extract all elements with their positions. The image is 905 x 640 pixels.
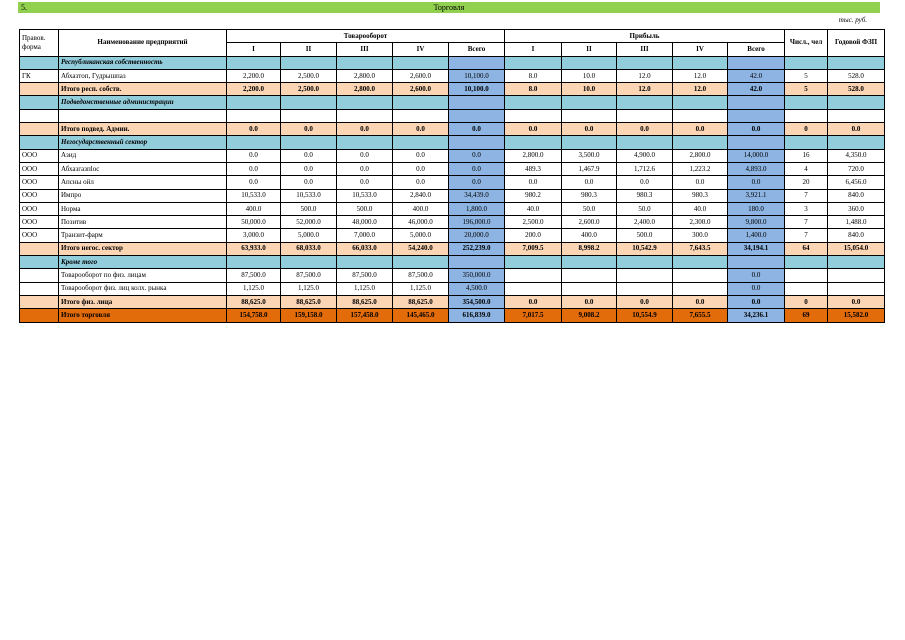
section-label: Подведомственные администрации <box>59 96 227 109</box>
cell-turnover-total: 0.0 <box>449 149 505 162</box>
cell-name: Итого торговля <box>59 309 227 322</box>
cell-profit: 1,712.6 <box>617 162 673 175</box>
cell-name: Итого физ. лица <box>59 295 227 308</box>
cell-turnover: 87,500.0 <box>281 269 337 282</box>
section-row <box>20 256 885 269</box>
cell-turnover-total: 34,439.0 <box>449 189 505 202</box>
col-turnover: Товарооборот <box>227 30 505 43</box>
cell-profit-total: 3,921.1 <box>728 189 785 202</box>
cell-turnover: 0.0 <box>281 162 337 175</box>
cell-turnover: 87,500.0 <box>393 269 449 282</box>
cell-turnover: 159,158.0 <box>281 309 337 322</box>
cell-form <box>20 309 59 322</box>
cell-profit <box>505 282 562 295</box>
cell-payroll <box>828 282 885 295</box>
cell-turnover: 88,625.0 <box>337 295 393 308</box>
cell-payroll: 0.0 <box>828 295 885 308</box>
cell-form: ООО <box>20 149 59 162</box>
cell-profit-total: 9,800.0 <box>728 216 785 229</box>
cell-form: ООО <box>20 216 59 229</box>
cell-profit <box>673 269 728 282</box>
cell-profit: 0.0 <box>562 295 617 308</box>
col-name: Наименование предприятий <box>59 30 227 57</box>
cell-turnover: 400.0 <box>227 202 281 215</box>
cell-form <box>20 83 59 96</box>
cell-form: ООО <box>20 189 59 202</box>
cell-turnover-total: 616,839.0 <box>449 309 505 322</box>
cell-payroll: 720.0 <box>828 162 885 175</box>
cell-profit <box>505 269 562 282</box>
cell-turnover: 2,800.0 <box>337 69 393 82</box>
cell-profit: 0.0 <box>673 176 728 189</box>
cell-profit: 8,998.2 <box>562 242 617 255</box>
cell-profit <box>562 282 617 295</box>
col-profit: Прибыль <box>505 30 785 43</box>
table-row <box>20 69 885 82</box>
q-header: II <box>281 43 337 56</box>
cell-employees: 3 <box>785 202 828 215</box>
section-label: Негосударственный сектор <box>59 136 227 149</box>
cell-turnover: 50,000.0 <box>227 216 281 229</box>
cell-turnover: 10,533.0 <box>337 189 393 202</box>
cell-profit-total: 0.0 <box>728 269 785 282</box>
cell-turnover: 87,500.0 <box>337 269 393 282</box>
table-row <box>20 176 885 189</box>
cell-profit: 4,900.0 <box>617 149 673 162</box>
trade-table <box>19 29 885 323</box>
cell-profit-total: 0.0 <box>728 295 785 308</box>
cell-turnover: 1,125.0 <box>393 282 449 295</box>
cell-profit: 7,655.5 <box>673 309 728 322</box>
section-row <box>20 56 885 69</box>
cell-turnover-total: 10,100.0 <box>449 83 505 96</box>
cell-employees: 16 <box>785 149 828 162</box>
cell-profit-total: 1,400.0 <box>728 229 785 242</box>
cell-profit: 50.0 <box>562 202 617 215</box>
cell-turnover: 48,000.0 <box>337 216 393 229</box>
cell-payroll: 528.0 <box>828 83 885 96</box>
cell-name: Товарооборот физ. лиц колх. рынка <box>59 282 227 295</box>
cell-turnover: 88,625.0 <box>281 295 337 308</box>
cell-turnover: 7,000.0 <box>337 229 393 242</box>
table-row <box>20 229 885 242</box>
cell-profit: 0.0 <box>617 176 673 189</box>
col-form: Правов. форма <box>20 30 59 57</box>
cell-form <box>20 269 59 282</box>
table-row <box>20 282 885 295</box>
cell-profit: 1,467.9 <box>562 162 617 175</box>
cell-turnover: 0.0 <box>227 176 281 189</box>
cell-name: Транзит-фарм <box>59 229 227 242</box>
q-header: IV <box>673 43 728 56</box>
cell-turnover-total: 4,500.0 <box>449 282 505 295</box>
cell-profit: 2,500.0 <box>505 216 562 229</box>
q-header-total: Всего <box>449 43 505 56</box>
cell-profit-total: 180.0 <box>728 202 785 215</box>
cell-turnover: 0.0 <box>281 176 337 189</box>
cell-payroll: 840.0 <box>828 229 885 242</box>
cell-turnover: 46,000.0 <box>393 216 449 229</box>
cell-profit: 7,643.5 <box>673 242 728 255</box>
cell-profit: 2,300.0 <box>673 216 728 229</box>
section-title: Торговля <box>433 3 465 12</box>
table-row <box>20 149 885 162</box>
section-title-bar <box>18 2 880 13</box>
cell-turnover: 2,200.0 <box>227 69 281 82</box>
cell-name: Азид <box>59 149 227 162</box>
cell-turnover: 10,533.0 <box>281 189 337 202</box>
cell-turnover-total: 0.0 <box>449 162 505 175</box>
cell-employees <box>785 269 828 282</box>
cell-profit: 0.0 <box>505 176 562 189</box>
cell-turnover: 0.0 <box>227 162 281 175</box>
cell-payroll: 6,456.0 <box>828 176 885 189</box>
cell-profit: 10.0 <box>562 83 617 96</box>
cell-form <box>20 282 59 295</box>
cell-turnover: 1,125.0 <box>281 282 337 295</box>
cell-profit: 0.0 <box>673 295 728 308</box>
cell-profit <box>673 282 728 295</box>
cell-turnover: 3,000.0 <box>227 229 281 242</box>
cell-profit-total: 34,194.1 <box>728 242 785 255</box>
cell-name: Абхазтоп, Гудрышпаз <box>59 69 227 82</box>
table-row <box>20 269 885 282</box>
cell-employees <box>785 282 828 295</box>
cell-employees: 69 <box>785 309 828 322</box>
cell-employees: 5 <box>785 69 828 82</box>
col-employees: Числ., чел <box>785 30 828 57</box>
cell-profit: 7,017.5 <box>505 309 562 322</box>
cell-turnover: 10,533.0 <box>227 189 281 202</box>
section-label: Кроме того <box>59 256 227 269</box>
cell-profit: 0.0 <box>562 123 617 136</box>
section-number: 5. <box>21 3 27 12</box>
empty-row <box>20 109 885 122</box>
cell-employees: 7 <box>785 189 828 202</box>
cell-profit: 12.0 <box>673 69 728 82</box>
cell-profit-total: 34,236.1 <box>728 309 785 322</box>
cell-profit: 200.0 <box>505 229 562 242</box>
total-row <box>20 123 885 136</box>
cell-profit-total: 0.0 <box>728 176 785 189</box>
cell-turnover: 68,033.0 <box>281 242 337 255</box>
cell-employees: 0 <box>785 123 828 136</box>
cell-profit: 8.0 <box>505 83 562 96</box>
section-label: Республиканская собственность <box>59 56 227 69</box>
cell-profit: 50.0 <box>617 202 673 215</box>
cell-profit: 0.0 <box>673 123 728 136</box>
cell-name: Импро <box>59 189 227 202</box>
cell-profit: 2,800.0 <box>673 149 728 162</box>
cell-turnover: 2,840.0 <box>393 189 449 202</box>
cell-profit: 489.3 <box>505 162 562 175</box>
cell-payroll: 528.0 <box>828 69 885 82</box>
q-header-total: Всего <box>728 43 785 56</box>
cell-turnover-total: 10,100.0 <box>449 69 505 82</box>
cell-turnover: 0.0 <box>337 149 393 162</box>
cell-turnover: 0.0 <box>281 123 337 136</box>
cell-profit: 400.0 <box>562 229 617 242</box>
cell-employees: 4 <box>785 162 828 175</box>
cell-profit: 980.3 <box>673 189 728 202</box>
cell-payroll: 1,488.0 <box>828 216 885 229</box>
units-note: тыс. руб. <box>838 16 867 24</box>
cell-profit: 9,008.2 <box>562 309 617 322</box>
cell-turnover-total: 354,500.0 <box>449 295 505 308</box>
cell-profit: 40.0 <box>673 202 728 215</box>
cell-turnover: 87,500.0 <box>227 269 281 282</box>
cell-employees: 0 <box>785 295 828 308</box>
cell-profit: 10,542.9 <box>617 242 673 255</box>
table-row <box>20 162 885 175</box>
header-row-1 <box>20 30 885 43</box>
cell-turnover: 154,758.0 <box>227 309 281 322</box>
cell-profit: 7,009.5 <box>505 242 562 255</box>
cell-turnover: 0.0 <box>393 149 449 162</box>
cell-turnover-total: 196,000.0 <box>449 216 505 229</box>
cell-name: Итого респ. собств. <box>59 83 227 96</box>
cell-form: ГК <box>20 69 59 82</box>
cell-profit: 10.0 <box>562 69 617 82</box>
cell-payroll <box>828 269 885 282</box>
cell-profit: 12.0 <box>617 83 673 96</box>
cell-profit: 980.3 <box>617 189 673 202</box>
cell-turnover-total: 1,800.0 <box>449 202 505 215</box>
cell-profit: 0.0 <box>505 123 562 136</box>
cell-turnover: 0.0 <box>227 123 281 136</box>
cell-payroll: 4,350.0 <box>828 149 885 162</box>
section-row <box>20 96 885 109</box>
cell-profit: 2,400.0 <box>617 216 673 229</box>
cell-profit: 8.0 <box>505 69 562 82</box>
cell-profit: 300.0 <box>673 229 728 242</box>
cell-form: ООО <box>20 202 59 215</box>
cell-profit: 2,600.0 <box>562 216 617 229</box>
cell-turnover: 88,625.0 <box>393 295 449 308</box>
cell-profit: 0.0 <box>617 295 673 308</box>
total-row <box>20 242 885 255</box>
cell-payroll: 840.0 <box>828 189 885 202</box>
cell-profit: 10,554.9 <box>617 309 673 322</box>
cell-employees: 20 <box>785 176 828 189</box>
cell-form: ООО <box>20 162 59 175</box>
cell-turnover: 2,600.0 <box>393 83 449 96</box>
cell-employees: 7 <box>785 216 828 229</box>
cell-profit: 500.0 <box>617 229 673 242</box>
cell-turnover: 66,033.0 <box>337 242 393 255</box>
cell-turnover: 2,500.0 <box>281 83 337 96</box>
table-row <box>20 189 885 202</box>
cell-name: Итого подвед. Админ. <box>59 123 227 136</box>
cell-turnover: 5,000.0 <box>393 229 449 242</box>
cell-profit-total: 14,000.0 <box>728 149 785 162</box>
cell-turnover: 0.0 <box>337 176 393 189</box>
cell-turnover: 0.0 <box>393 176 449 189</box>
cell-form: ООО <box>20 229 59 242</box>
cell-turnover-total: 0.0 <box>449 123 505 136</box>
cell-profit: 40.0 <box>505 202 562 215</box>
cell-turnover: 0.0 <box>393 162 449 175</box>
cell-form: ООО <box>20 176 59 189</box>
cell-profit <box>617 282 673 295</box>
cell-payroll: 0.0 <box>828 123 885 136</box>
table-row <box>20 202 885 215</box>
cell-turnover-total: 0.0 <box>449 176 505 189</box>
cell-payroll: 360.0 <box>828 202 885 215</box>
q-header: III <box>337 43 393 56</box>
cell-turnover: 2,600.0 <box>393 69 449 82</box>
cell-turnover-total: 20,000.0 <box>449 229 505 242</box>
cell-profit: 0.0 <box>505 295 562 308</box>
cell-turnover-total: 252,239.0 <box>449 242 505 255</box>
total-row <box>20 83 885 96</box>
cell-turnover: 2,500.0 <box>281 69 337 82</box>
cell-turnover: 1,125.0 <box>227 282 281 295</box>
cell-turnover: 2,200.0 <box>227 83 281 96</box>
cell-turnover: 145,465.0 <box>393 309 449 322</box>
cell-profit-total: 0.0 <box>728 282 785 295</box>
cell-turnover: 0.0 <box>393 123 449 136</box>
cell-profit: 1,223.2 <box>673 162 728 175</box>
cell-employees: 64 <box>785 242 828 255</box>
q-header: I <box>227 43 281 56</box>
cell-name: Норма <box>59 202 227 215</box>
cell-profit <box>617 269 673 282</box>
cell-employees: 7 <box>785 229 828 242</box>
cell-turnover: 500.0 <box>337 202 393 215</box>
cell-turnover: 63,933.0 <box>227 242 281 255</box>
cell-form <box>20 295 59 308</box>
cell-profit: 980.2 <box>505 189 562 202</box>
cell-profit <box>562 269 617 282</box>
total-row <box>20 295 885 308</box>
cell-profit: 12.0 <box>673 83 728 96</box>
cell-name: Позитив <box>59 216 227 229</box>
cell-turnover: 0.0 <box>337 123 393 136</box>
cell-profit: 3,500.0 <box>562 149 617 162</box>
cell-turnover-total: 350,000.0 <box>449 269 505 282</box>
cell-turnover: 157,458.0 <box>337 309 393 322</box>
q-header: III <box>617 43 673 56</box>
cell-turnover: 500.0 <box>281 202 337 215</box>
cell-turnover: 54,240.0 <box>393 242 449 255</box>
cell-name: Товарооборот по физ. лицам <box>59 269 227 282</box>
cell-turnover: 1,125.0 <box>337 282 393 295</box>
cell-turnover: 0.0 <box>281 149 337 162</box>
q-header: I <box>505 43 562 56</box>
cell-profit-total: 42.0 <box>728 83 785 96</box>
cell-payroll: 15,054.0 <box>828 242 885 255</box>
col-payroll: Годовой ФЗП <box>828 30 885 57</box>
cell-form <box>20 123 59 136</box>
q-header: IV <box>393 43 449 56</box>
cell-profit: 980.3 <box>562 189 617 202</box>
cell-turnover: 0.0 <box>337 162 393 175</box>
cell-turnover: 2,800.0 <box>337 83 393 96</box>
cell-turnover: 52,000.0 <box>281 216 337 229</box>
cell-name: Итого негос. сектор <box>59 242 227 255</box>
cell-profit: 12.0 <box>617 69 673 82</box>
cell-profit-total: 42.0 <box>728 69 785 82</box>
cell-employees: 5 <box>785 83 828 96</box>
cell-profit-total: 0.0 <box>728 123 785 136</box>
grand-total-row <box>20 309 885 322</box>
cell-payroll: 15,582.0 <box>828 309 885 322</box>
cell-turnover: 5,000.0 <box>281 229 337 242</box>
cell-turnover: 88,625.0 <box>227 295 281 308</box>
section-row <box>20 136 885 149</box>
cell-profit: 0.0 <box>617 123 673 136</box>
cell-form <box>20 242 59 255</box>
cell-profit-total: 4,893.0 <box>728 162 785 175</box>
cell-name: Абхазгазпloс <box>59 162 227 175</box>
q-header: II <box>562 43 617 56</box>
cell-name: Апсны ойл <box>59 176 227 189</box>
table-row <box>20 216 885 229</box>
cell-profit: 2,800.0 <box>505 149 562 162</box>
cell-profit: 0.0 <box>562 176 617 189</box>
cell-turnover: 0.0 <box>227 149 281 162</box>
cell-turnover: 400.0 <box>393 202 449 215</box>
